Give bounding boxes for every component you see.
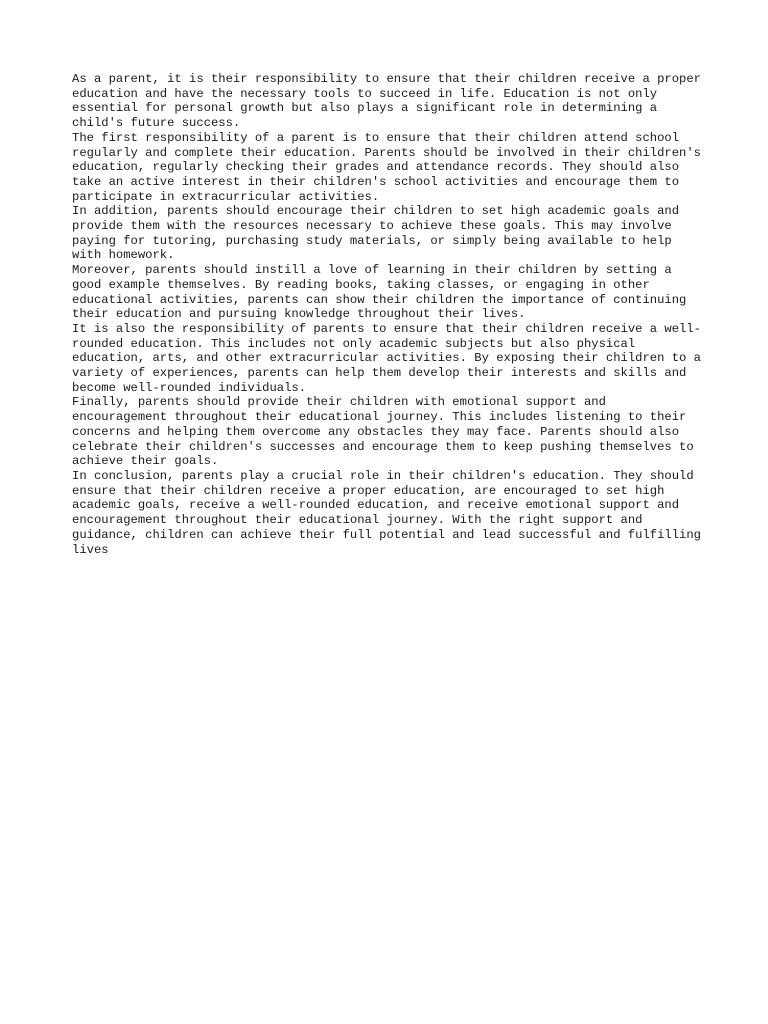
document-body [72,72,708,557]
paragraph-intro: As a parent, it is their responsibility to ensure that their children receive a proper education and have the necessary tools to succeed in life. Education is not only essential for personal growth but also plays a significant role in determining a child's future success. [72,72,701,131]
paragraph-academic-goals: In addition, parents should encourage their children to set high academic goals and provide them with the resources necessary to achieve these goals. This may involve paying for tutoring, purchasing study materials, or simply being available to help with homework. [72,204,680,263]
paragraph-school-attendance: The first responsibility of a parent is to ensure that their children attend school regularly and complete their education. Parents should be involved in their children's education, regularly checking their grades and attendance records. They should also take an active interest in their children's school activities and encourage them to participate in extracurricular activities. [72,130,701,204]
paragraph-emotional-support: Finally, parents should provide their children with emotional support and encouragement throughout their educational journey. This includes listening to their concerns and helping them overcome any obstacles they may face. Parents should also celebrate their children's successes and encourage them to keep pushing themselves to achieve their goals. [72,395,694,469]
paragraph-love-of-learning: Moreover, parents should instill a love of learning in their children by setting a good example themselves. By reading books, taking classes, or engaging in other educational activities, parents can show their children the importance of continuing their education and pursuing knowledge throughout their lives. [72,263,687,322]
paragraph-well-rounded-education: It is also the responsibility of parents to ensure that their children receive a well-rounded education. This includes not only academic subjects but also physical education, arts, and other extracurricular activities. By exposing their children to a variety of experiences, parents can help them develop their interests and skills and become well-rounded individuals. [72,321,701,395]
paragraph-conclusion: In conclusion, parents play a crucial role in their children's education. They should ensure that their children receive a proper education, are encouraged to set high academic goals, receive a well-rounded education, and receive emotional support and encouragement throughout their educational journey. With the right support and guidance, children can achieve their full potential and lead successful and fulfilling lives [72,468,701,557]
